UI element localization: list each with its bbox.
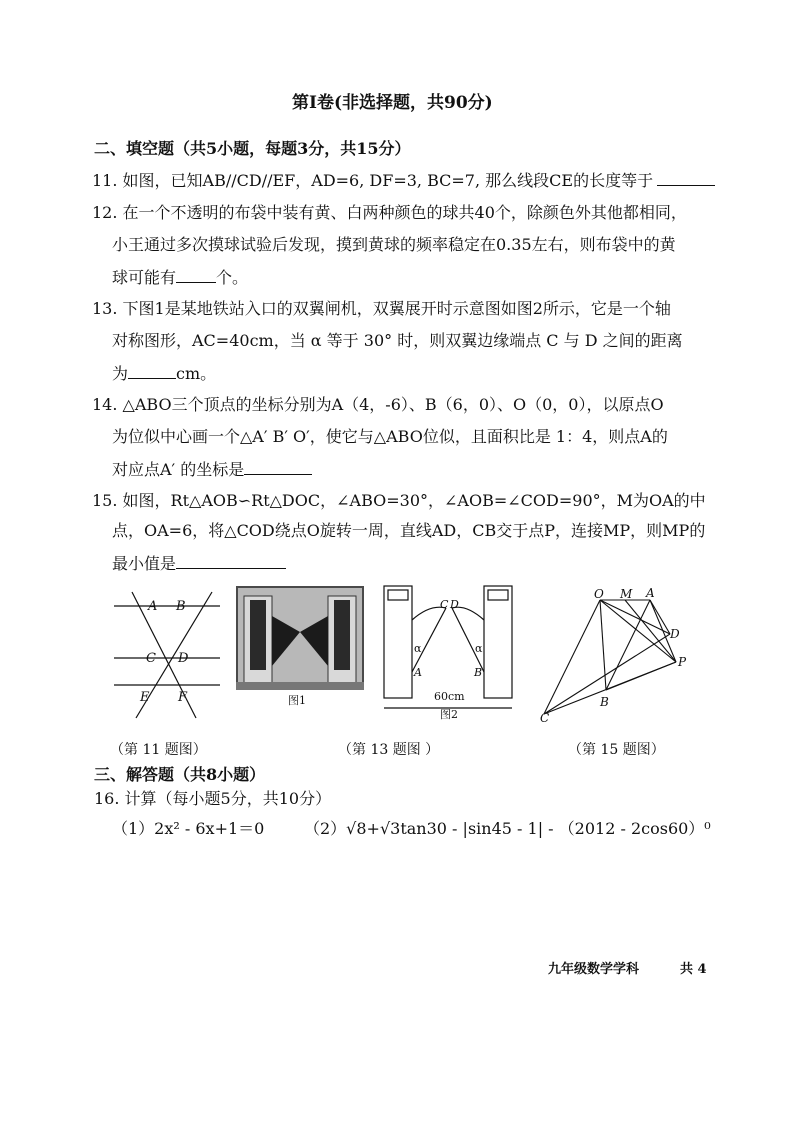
caption-figure-15: （第 15 题图） <box>568 742 665 758</box>
question-12-line2: 小王通过多次摸球试验后发现，摸到黄球的频率稳定在0.35左右，则布袋中的黄 <box>112 235 676 254</box>
fig11-label-c: C <box>146 651 156 666</box>
q11-answer-blank[interactable] <box>657 169 715 186</box>
figure-15 <box>536 586 696 724</box>
fig11-label-a: A <box>148 599 158 614</box>
fig15-label-a: A <box>646 586 655 600</box>
figure-13-diagram <box>380 580 530 722</box>
fig15-label-p: P <box>678 655 687 669</box>
fig15-label-o: O <box>594 587 604 601</box>
fig13-right-gate <box>484 586 512 698</box>
fig13-dimension: 60cm <box>434 690 465 703</box>
question-12-line3 <box>112 266 248 289</box>
fig15-label-d: D <box>670 627 680 641</box>
fig11-label-e: E <box>140 690 150 705</box>
fig11-label-b: B <box>176 599 186 614</box>
question-15-line1: 15. 如图，Rt△AOB∽Rt△DOC，∠ABO=30°，∠AOB=∠COD=90°，M为OA的中 <box>92 491 706 510</box>
question-11 <box>92 169 715 192</box>
question-16-part1: （1）2x² - 6x+1＝0 <box>112 819 265 838</box>
footer-subject: 九年级数学学科 <box>548 962 640 977</box>
section3-title: 三、解答题（共8小题） <box>94 765 266 784</box>
question-13-line1: 13. 下图1是某地铁站入口的双翼闸机，双翼展开时示意图如图2所示，它是一个轴 <box>92 299 671 318</box>
paper-title: 第Ⅰ卷(非选择题，共90分) <box>292 93 493 113</box>
caption-figure-13: （第 13 题图 ） <box>338 742 440 758</box>
fig13-left-gate <box>384 586 412 698</box>
fig15-label-c: C <box>540 711 550 724</box>
q12-text-a: 球可能有 <box>112 268 177 287</box>
q15-answer-blank[interactable] <box>176 552 286 569</box>
question-15-line3 <box>112 552 286 575</box>
question-14-line3 <box>112 458 312 481</box>
q13-answer-blank[interactable] <box>128 362 176 379</box>
question-16-title: 16. 计算（每小题5分，共10分） <box>94 789 332 808</box>
caption-figure-11: （第 11 题图） <box>110 742 207 758</box>
question-13-line3 <box>112 362 216 385</box>
q13-text-a: 为 <box>112 364 129 383</box>
question-15-line2: 点，OA=6，将△COD绕点O旋转一周，直线AD，CB交于点P，连接MP，则MP的 <box>112 521 706 540</box>
fig13-label-a: A <box>414 666 422 679</box>
fig13-label-b: B <box>474 666 483 679</box>
q15-text: 最小值是 <box>112 554 177 573</box>
fig13-wing-left <box>412 608 446 672</box>
question-14-line2: 为位似中心画一个△A′ B′ O′，使它与△ABO位似，且面积比是 1：4，则点A的 <box>112 427 668 446</box>
fig13-alpha-left: α <box>414 642 422 655</box>
section2-title: 二、填空题（共5小题，每题3分，共15分） <box>94 139 411 158</box>
q14-text: 对应点A′ 的坐标是 <box>112 460 245 479</box>
fig13-label-c: C <box>440 598 449 611</box>
fig13-wing-right <box>452 608 484 672</box>
fig13-img1-label: 图1 <box>288 694 306 706</box>
figure-11 <box>112 590 224 726</box>
q12-text-b: 个。 <box>216 268 249 287</box>
question-12-line1: 12. 在一个不透明的布袋中装有黄、白两种颜色的球共40个，除颜色外其他都相同， <box>92 203 687 222</box>
question-13-line2: 对称图形，AC=40cm，当 α 等于 30° 时，则双翼边缘端点 C 与 D 之间的距离 <box>112 331 683 350</box>
q13-text-b: cm。 <box>176 364 217 383</box>
footer-page-total: 共 4 <box>680 962 707 977</box>
fig15-label-b: B <box>600 695 609 709</box>
fig11-label-f: F <box>178 690 188 705</box>
fig13-img2-label: 图2 <box>440 708 458 721</box>
figure-13-photo <box>236 586 364 706</box>
q11-text: 11. 如图，已知AB//CD//EF，AD=6, DF=3, BC=7, 那么线段CE的长度等于 <box>92 171 654 190</box>
fig13-label-d: D <box>450 598 459 611</box>
question-16-part2: （2）√8+√3tan30 - |sin45 - 1| - （2012 - 2cos60）⁰ <box>304 819 711 838</box>
fig11-label-d: D <box>178 651 189 666</box>
question-14-line1: 14. △ABO三个顶点的坐标分别为A（4，-6）、B（6，0）、O（0，0），以原点O <box>92 395 664 414</box>
fig13-alpha-right: α <box>475 642 483 655</box>
fig15-label-m: M <box>620 587 633 601</box>
q14-answer-blank[interactable] <box>244 458 312 475</box>
q12-answer-blank[interactable] <box>176 266 216 283</box>
